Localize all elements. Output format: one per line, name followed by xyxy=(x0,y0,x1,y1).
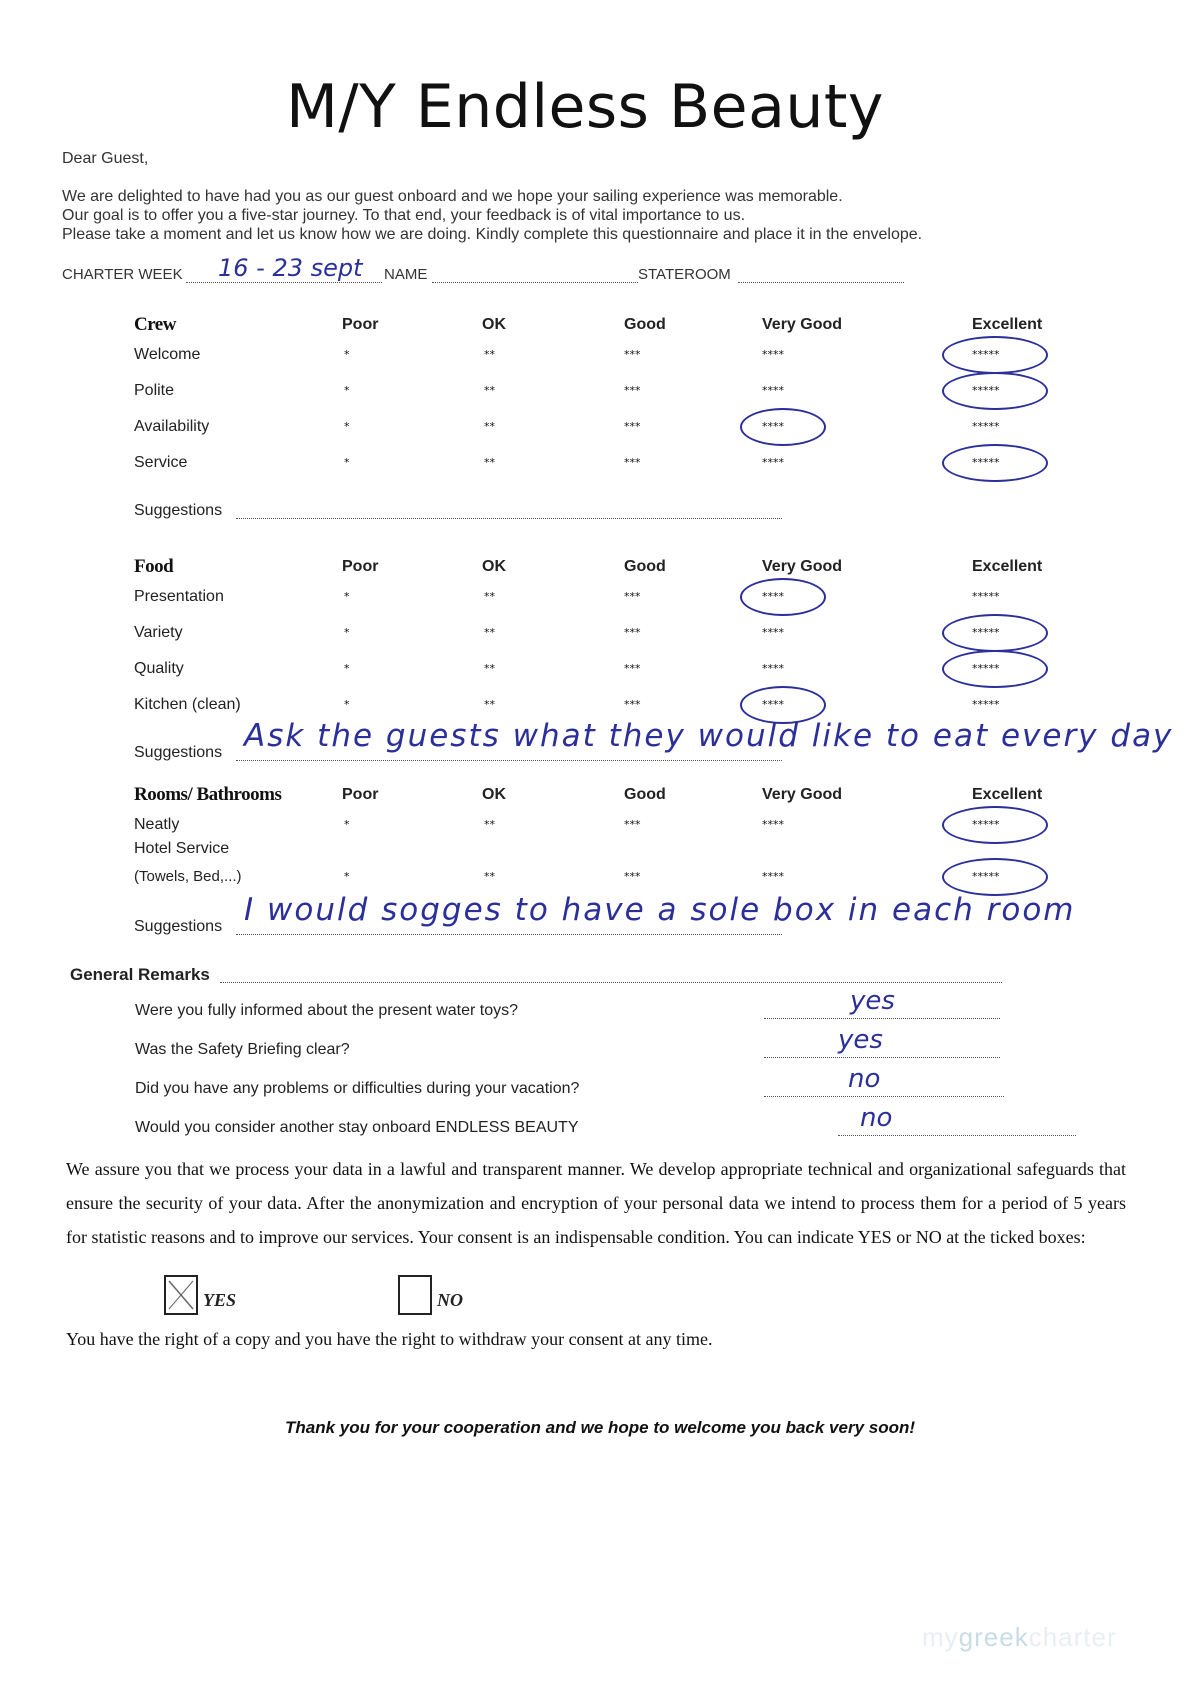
rating-row-label: Hotel Service xyxy=(134,840,230,857)
section-heading: Rooms/ Bathrooms xyxy=(134,784,282,805)
rating-column-header: Excellent xyxy=(972,558,1043,575)
rating-option-excellent[interactable]: ***** xyxy=(972,456,1000,469)
rating-option-ok[interactable]: ** xyxy=(484,818,495,831)
rating-option-very-good[interactable]: **** xyxy=(762,348,784,361)
general-remarks-label: General Remarks xyxy=(70,965,210,984)
consent-text: We assure you that we process your data in a lawful and transparent manner. We develop appropriate technical and organizational safeguards that ensure the security of your data. After the anonymization and encryption of your personal data we intend to process them for a period of 5 years for statistic reasons and to improve our services. Your consent is an indispensable condition. You can indicate YES or NO at the ticked boxes: xyxy=(66,1159,1126,1247)
rating-row-label: Welcome xyxy=(134,346,201,363)
watermark-post: charter xyxy=(1028,1622,1117,1652)
rating-option-ok[interactable]: ** xyxy=(484,590,495,603)
rating-option-very-good[interactable]: **** xyxy=(762,590,784,603)
rating-option-ok[interactable]: ** xyxy=(484,698,495,711)
rating-column-header: OK xyxy=(482,786,506,803)
rating-row-label: Quality xyxy=(134,660,184,677)
rating-option-good[interactable]: *** xyxy=(624,384,641,397)
rating-column-header: Good xyxy=(624,316,666,333)
suggestions-label: Suggestions xyxy=(134,918,223,935)
rating-column-header: Poor xyxy=(342,316,379,333)
watermark-main: greek xyxy=(958,1622,1029,1652)
rating-option-good[interactable]: *** xyxy=(624,420,641,433)
suggestions-field[interactable] xyxy=(236,518,782,519)
rating-option-very-good[interactable]: **** xyxy=(762,384,784,397)
rating-column-header: Good xyxy=(624,558,666,575)
general-answer-field[interactable] xyxy=(764,1096,1004,1097)
rating-row-label: Neatly xyxy=(134,816,180,833)
intro-line-1: We are delighted to have had you as our guest onboard and we hope your sailing experience was memorable. xyxy=(62,188,843,205)
general-question: Would you consider another stay onboard ENDLESS BEAUTY xyxy=(135,1119,579,1136)
rating-option-ok[interactable]: ** xyxy=(484,348,495,361)
general-question: Did you have any problems or difficulties during your vacation? xyxy=(135,1080,580,1097)
section-heading: Food xyxy=(134,556,174,577)
rating-option-good[interactable]: *** xyxy=(624,870,641,883)
suggestions-label: Suggestions xyxy=(134,744,223,761)
general-answer-handwriting[interactable]: no xyxy=(860,1103,893,1133)
rating-option-good[interactable]: *** xyxy=(624,818,641,831)
rating-column-header: Good xyxy=(624,786,666,803)
rating-option-poor[interactable]: * xyxy=(344,348,350,361)
rating-option-very-good[interactable]: **** xyxy=(762,818,784,831)
rating-column-header: Very Good xyxy=(762,786,843,803)
general-question: Were you fully informed about the present water toys? xyxy=(135,1002,519,1019)
rating-option-very-good[interactable]: **** xyxy=(762,420,784,433)
rating-option-excellent[interactable]: ***** xyxy=(972,870,1000,883)
suggestions-label: Suggestions xyxy=(134,502,223,519)
consent-no-label: NO xyxy=(437,1290,463,1310)
selection-circle xyxy=(942,858,1048,896)
consent-yes-checkbox[interactable] xyxy=(164,1275,198,1315)
name-field[interactable] xyxy=(432,282,638,283)
rating-row-label: Presentation xyxy=(134,588,224,605)
rating-row-label: Service xyxy=(134,454,188,471)
rating-option-ok[interactable]: ** xyxy=(484,384,495,397)
intro-line-3: Please take a moment and let us know how we are doing. Kindly complete this questionnaire and place it in the envelope. xyxy=(62,226,923,243)
selection-circle xyxy=(740,578,826,616)
rating-option-very-good[interactable]: **** xyxy=(762,870,784,883)
rating-row-label: Polite xyxy=(134,382,175,399)
rating-option-good[interactable]: *** xyxy=(624,456,641,469)
rating-option-poor[interactable]: * xyxy=(344,818,350,831)
rating-option-excellent[interactable]: ***** xyxy=(972,590,1000,603)
rating-row-label: Variety xyxy=(134,624,183,641)
rating-option-good[interactable]: *** xyxy=(624,626,641,639)
general-answer-handwriting[interactable]: no xyxy=(848,1064,881,1094)
rating-option-poor[interactable]: * xyxy=(344,420,350,433)
rating-option-ok[interactable]: ** xyxy=(484,626,495,639)
consent-yes-label: YES xyxy=(203,1290,237,1310)
selection-circle xyxy=(942,806,1048,844)
stateroom-label: STATEROOM xyxy=(638,266,731,283)
selection-circle xyxy=(942,614,1048,652)
rating-option-very-good[interactable]: **** xyxy=(762,698,784,711)
suggestions-field[interactable] xyxy=(236,934,782,935)
selection-circle xyxy=(942,372,1048,410)
rating-option-very-good[interactable]: **** xyxy=(762,626,784,639)
rating-option-excellent[interactable]: ***** xyxy=(972,698,1000,711)
general-answer-handwriting[interactable]: yes xyxy=(838,1025,883,1055)
selection-circle xyxy=(740,408,826,446)
section-heading: Crew xyxy=(134,314,176,335)
consent-no-checkbox[interactable] xyxy=(398,1275,432,1315)
checkmark-icon xyxy=(166,1277,196,1313)
rating-option-very-good[interactable]: **** xyxy=(762,456,784,469)
rating-option-ok[interactable]: ** xyxy=(484,662,495,675)
general-answer-field[interactable] xyxy=(764,1057,1000,1058)
rating-column-header: Excellent xyxy=(972,786,1043,803)
rating-option-excellent[interactable]: ***** xyxy=(972,348,1000,361)
rating-option-excellent[interactable]: ***** xyxy=(972,626,1000,639)
rating-option-good[interactable]: *** xyxy=(624,590,641,603)
rating-option-ok[interactable]: ** xyxy=(484,420,495,433)
suggestions-field[interactable] xyxy=(236,760,782,761)
rating-option-excellent[interactable]: ***** xyxy=(972,662,1000,675)
rating-option-excellent[interactable]: ***** xyxy=(972,818,1000,831)
watermark xyxy=(922,1622,1117,1653)
name-label: NAME xyxy=(384,266,428,283)
page-title: M/Y Endless Beauty xyxy=(286,72,884,142)
general-answer-field[interactable] xyxy=(838,1135,1076,1136)
watermark-pre: my xyxy=(922,1622,959,1652)
rating-column-header: Poor xyxy=(342,786,379,803)
selection-circle xyxy=(942,336,1048,374)
rating-option-poor[interactable]: * xyxy=(344,698,350,711)
rating-option-excellent[interactable]: ***** xyxy=(972,384,1000,397)
rating-column-header: Excellent xyxy=(972,316,1043,333)
rating-option-poor[interactable]: * xyxy=(344,626,350,639)
suggestions-handwriting[interactable]: Ask the guests what they would like to eat every day xyxy=(244,718,1174,754)
general-question: Was the Safety Briefing clear? xyxy=(135,1041,350,1058)
rating-option-good[interactable]: *** xyxy=(624,662,641,675)
rating-column-header: Very Good xyxy=(762,558,843,575)
stateroom-field[interactable] xyxy=(738,282,904,283)
greeting: Dear Guest, xyxy=(62,150,149,167)
rating-column-header: Poor xyxy=(342,558,379,575)
selection-circle xyxy=(942,444,1048,482)
rating-option-good[interactable]: *** xyxy=(624,348,641,361)
charter-week-label: CHARTER WEEK xyxy=(62,266,183,283)
rating-option-ok[interactable]: ** xyxy=(484,870,495,883)
rating-option-poor[interactable]: * xyxy=(344,590,350,603)
consent-rights: You have the right of a copy and you have the right to withdraw your consent at any time. xyxy=(66,1329,713,1349)
rating-option-very-good[interactable]: **** xyxy=(762,662,784,675)
rating-column-header: OK xyxy=(482,316,506,333)
rating-option-poor[interactable]: * xyxy=(344,456,350,469)
rating-option-poor[interactable]: * xyxy=(344,870,350,883)
rating-row-label: Availability xyxy=(134,418,210,435)
selection-circle xyxy=(942,650,1048,688)
suggestions-handwriting[interactable]: I would sogges to have a sole box in each room xyxy=(244,892,1076,928)
rating-option-ok[interactable]: ** xyxy=(484,456,495,469)
closing-message: Thank you for your cooperation and we hope to welcome you back very soon! xyxy=(284,1418,916,1437)
rating-option-good[interactable]: *** xyxy=(624,698,641,711)
rating-row-sublabel: (Towels, Bed,...) xyxy=(134,868,242,885)
intro-line-2: Our goal is to offer you a five-star journey. To that end, your feedback is of vital importance to us. xyxy=(62,207,746,224)
rating-option-poor[interactable]: * xyxy=(344,384,350,397)
rating-column-header: OK xyxy=(482,558,506,575)
rating-option-excellent[interactable]: ***** xyxy=(972,420,1000,433)
rating-column-header: Very Good xyxy=(762,316,843,333)
rating-option-poor[interactable]: * xyxy=(344,662,350,675)
general-answer-handwriting[interactable]: yes xyxy=(850,986,895,1016)
rating-row-label: Kitchen (clean) xyxy=(134,696,241,713)
charter-week-value[interactable]: 16 - 23 sept xyxy=(218,254,363,282)
general-remarks-field[interactable] xyxy=(220,982,1002,983)
general-answer-field[interactable] xyxy=(764,1018,1000,1019)
